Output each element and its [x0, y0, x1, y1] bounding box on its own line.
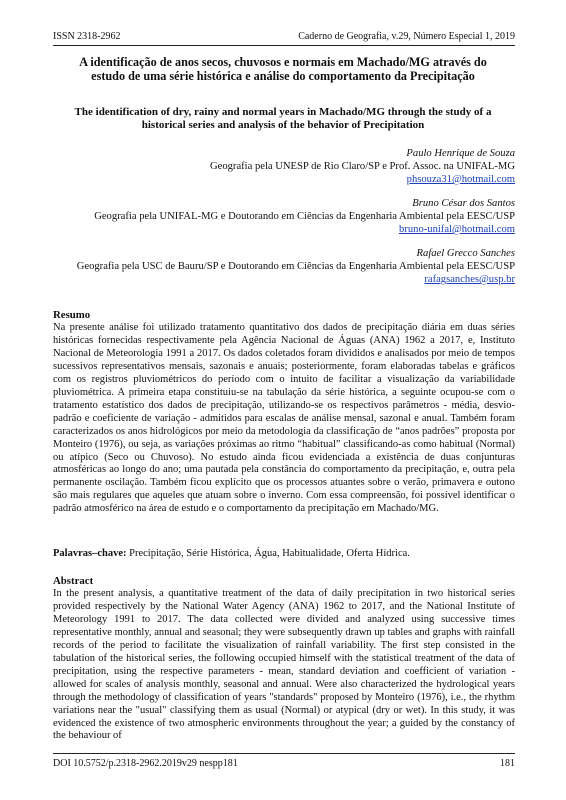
author-name: Paulo Henrique de Souza: [406, 148, 515, 159]
author-block: [115, 147, 515, 186]
author-email-link[interactable]: bruno-unifal@hotmail.com: [399, 224, 515, 235]
author-email-link[interactable]: rafagsanches@usp.br: [424, 274, 515, 285]
author-affiliation: Geografia pela UNESP de Rio Claro/SP e Prof. Assoc. na UNIFAL-MG: [209, 161, 515, 172]
resumo-text: Na presente análise foi utilizado tratamento quantitativo dos dados de precipitação diária em duas séries históricas fornecidas respectivamente pela Agência Nacional de Águas (ANA) 1962 a 2017, e, Instituto Nacional de Meteorologia 1991 a 2017. Os dados coletados foram divididos e analisados por meio de tempos sucessivos representativos mensais, sazonais e anuais; posteriormente, foram elaboradas tabelas e gráficos com os registros pluviométricos do período com o intuito de facilitar a visualização da variabilidade pluviométrica. A primeira etapa constituiu-se na tabulação da série histórica, a seguinte ocupou-se com o tratamento estatístico dos dados de precipitação, utilizando-se os respectivos parâmetros - média, desvio-padrão e coeficiente de variação - admitidos para escalas de análise mensal, sazonal e anual. Também foram caracterizados os anos hidrológicos por meio da metodologia da classificação de “anos padrões” proposta por Monteiro (1976), ou seja, as variações próximas ao ritmo “habitual” classificando-as como habitual (Normal) ou atípico (Seco ou Chuvoso). No estudo ainda ficou evidenciada a existência de duas conjunturas atmosféricas ao longo do ano; uma pautada pela constância do comportamento da precipitação, e, outra pela permanente oscilação. Também ficou explícito que os processos atuantes sobre o verão, primavera e outono são mais regulares que aqueles que atuam sobre o inverno. Com essa compreensão, foi possível identificar o padrão atmosférico na área de estudo e o comportamento da precipitação em Machado/MG.: [53, 322, 515, 515]
title-english: The identification of dry, rainy and normal years in Machado/MG through the study of a historical series and analysis of the behavior of Precipitation: [74, 106, 492, 132]
doi: DOI 10.5752/p.2318-2962.2019v29 nespp181: [53, 758, 238, 769]
resumo-heading: Resumo: [53, 309, 91, 321]
author-name: Bruno César dos Santos: [412, 198, 515, 209]
footer-rule: [53, 753, 515, 754]
issn: ISSN 2318-2962: [53, 31, 121, 42]
abstract-text: In the present analysis, a quantitative treatment of the data of daily precipitation in two historical series provided respectively by the National Water Agency (ANA) 1962 to 2017, and the National Institute of Meteorology 1991 to 2017. The data collected were divided and analyzed using successive times representative monthly, annual and seasonal; they were subsequently drawn up tables and graphs with rainfall records of the period to facilitate the visualization of rainfall variability. The first step consisted in the tabulation of the historical series, the following occupied himself with the statistical treatment of the data of precipitation, using the respective parameters - mean, standard deviation and coefficient of variation - allowed for scales of analysis monthly, seasonal and annual. Were also characterized the hydrological years through the methodology of classification of years "standards" proposed by Monteiro (1976), i.e., the rhythm variations near the "usual" classifying them as usual (Normal) or atypical (dry or wet). In this study, it was evidenced the existence of two atmospheric environments throughout the year; a guided by the constancy of the behaviour of: [53, 588, 515, 742]
author-name: Rafael Grecco Sanches: [416, 248, 515, 259]
author-email-link[interactable]: phsouza31@hotmail.com: [406, 174, 515, 185]
author-affiliation: Geografia pela USC de Bauru/SP e Doutorando em Ciências da Engenharia Ambiental pela EESC/USP: [76, 261, 515, 272]
keywords-label: Palavras–chave:: [53, 548, 127, 559]
abstract-heading: Abstract: [53, 575, 94, 587]
header-rule: [53, 45, 515, 46]
keywords-text: Precipitação, Série Histórica, Água, Habitualidade, Oferta Hídrica.: [129, 548, 410, 559]
title-portuguese: A identificação de anos secos, chuvosos e normais em Machado/MG através do estudo de uma série histórica e análise do comportamento da Precipitação: [79, 55, 487, 84]
author-block: [45, 197, 515, 236]
keywords-line: [53, 547, 515, 560]
journal-citation: Caderno de Geografia, v.29, Número Especial 1, 2019: [298, 31, 515, 42]
author-affiliation: Geografia pela UNIFAL-MG e Doutorando em Ciências da Engenharia Ambiental pela EESC/USP: [94, 211, 515, 222]
page-number: 181: [500, 758, 515, 769]
author-block: [75, 247, 515, 286]
